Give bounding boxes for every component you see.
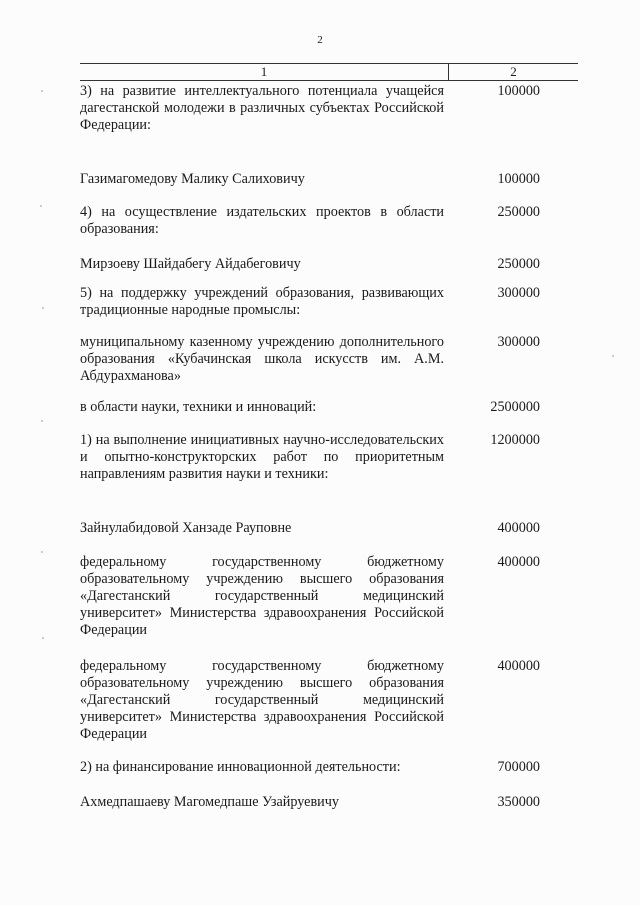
row-amount: 250000 xyxy=(497,256,540,272)
row-amount: 100000 xyxy=(497,83,540,99)
scan-speck xyxy=(41,551,43,553)
table-row xyxy=(80,334,578,385)
row-description: муниципальному казенному учреждению дополнительного образования «Кубачинская школа искусств им. А.М. Абдурахманова» xyxy=(80,334,444,384)
row-description: Мирзоеву Шайдабегу Айдабеговичу xyxy=(80,256,301,272)
row-amount: 400000 xyxy=(497,520,540,536)
table-row xyxy=(80,256,578,273)
table-row xyxy=(80,520,578,537)
row-amount: 350000 xyxy=(497,794,540,810)
row-amount: 250000 xyxy=(497,204,540,220)
row-description: Зайнулабидовой Ханзаде Рауповне xyxy=(80,520,292,536)
table-row xyxy=(80,759,578,776)
row-amount: 400000 xyxy=(497,554,540,570)
scan-speck xyxy=(41,420,43,422)
table-header xyxy=(80,63,578,81)
table-row xyxy=(80,432,578,483)
table-row xyxy=(80,399,578,416)
row-description: 4) на осуществление издательских проектов в области образования: xyxy=(80,204,444,237)
row-amount: 2500000 xyxy=(490,399,540,415)
table-row xyxy=(80,171,578,188)
allocation-table xyxy=(80,63,578,810)
row-description: федеральному государственному бюджетному образовательному учреждению высшего образования «Дагестанский государственный медицинский университет» Министерства здравоохранения Российской Федерации xyxy=(80,554,444,638)
row-amount: 300000 xyxy=(497,285,540,301)
table-row xyxy=(80,658,578,743)
row-description: Ахмедпашаеву Магомедпаше Узайруевичу xyxy=(80,794,339,810)
row-amount: 700000 xyxy=(497,759,540,775)
row-amount: 300000 xyxy=(497,334,540,350)
page-number: 2 xyxy=(317,34,323,46)
table-row xyxy=(80,554,578,639)
row-description: 1) на выполнение инициативных научно-исследовательских и опытно-конструкторских работ по приоритетным направлениям развития науки и техники: xyxy=(80,432,444,482)
row-amount: 100000 xyxy=(497,171,540,187)
row-description: в области науки, техники и инноваций: xyxy=(80,399,317,415)
table-row xyxy=(80,794,578,811)
scan-speck xyxy=(42,637,44,639)
column-1-header: 1 xyxy=(80,64,449,80)
scan-speck xyxy=(612,355,614,357)
table-row xyxy=(80,204,578,238)
row-description: федеральному государственному бюджетному образовательному учреждению высшего образования «Дагестанский государственный медицинский университет» Министерства здравоохранения Российской Федерации xyxy=(80,658,444,742)
row-description: Газимагомедову Малику Салиховичу xyxy=(80,171,305,187)
scan-speck xyxy=(40,205,42,207)
row-description: 2) на финансирование инновационной деятельности: xyxy=(80,759,401,775)
row-description: 5) на поддержку учреждений образования, развивающих традиционные народные промыслы: xyxy=(80,285,444,318)
row-description: 3) на развитие интеллектуального потенциала учащейся дагестанской молодежи в различных субъектах Российской Федерации: xyxy=(80,83,444,133)
table-row xyxy=(80,285,578,319)
table-row xyxy=(80,83,578,134)
row-amount: 400000 xyxy=(497,658,540,674)
scan-speck xyxy=(41,90,43,92)
scan-speck xyxy=(42,307,44,309)
row-amount: 1200000 xyxy=(490,432,540,448)
column-2-header: 2 xyxy=(510,64,517,79)
